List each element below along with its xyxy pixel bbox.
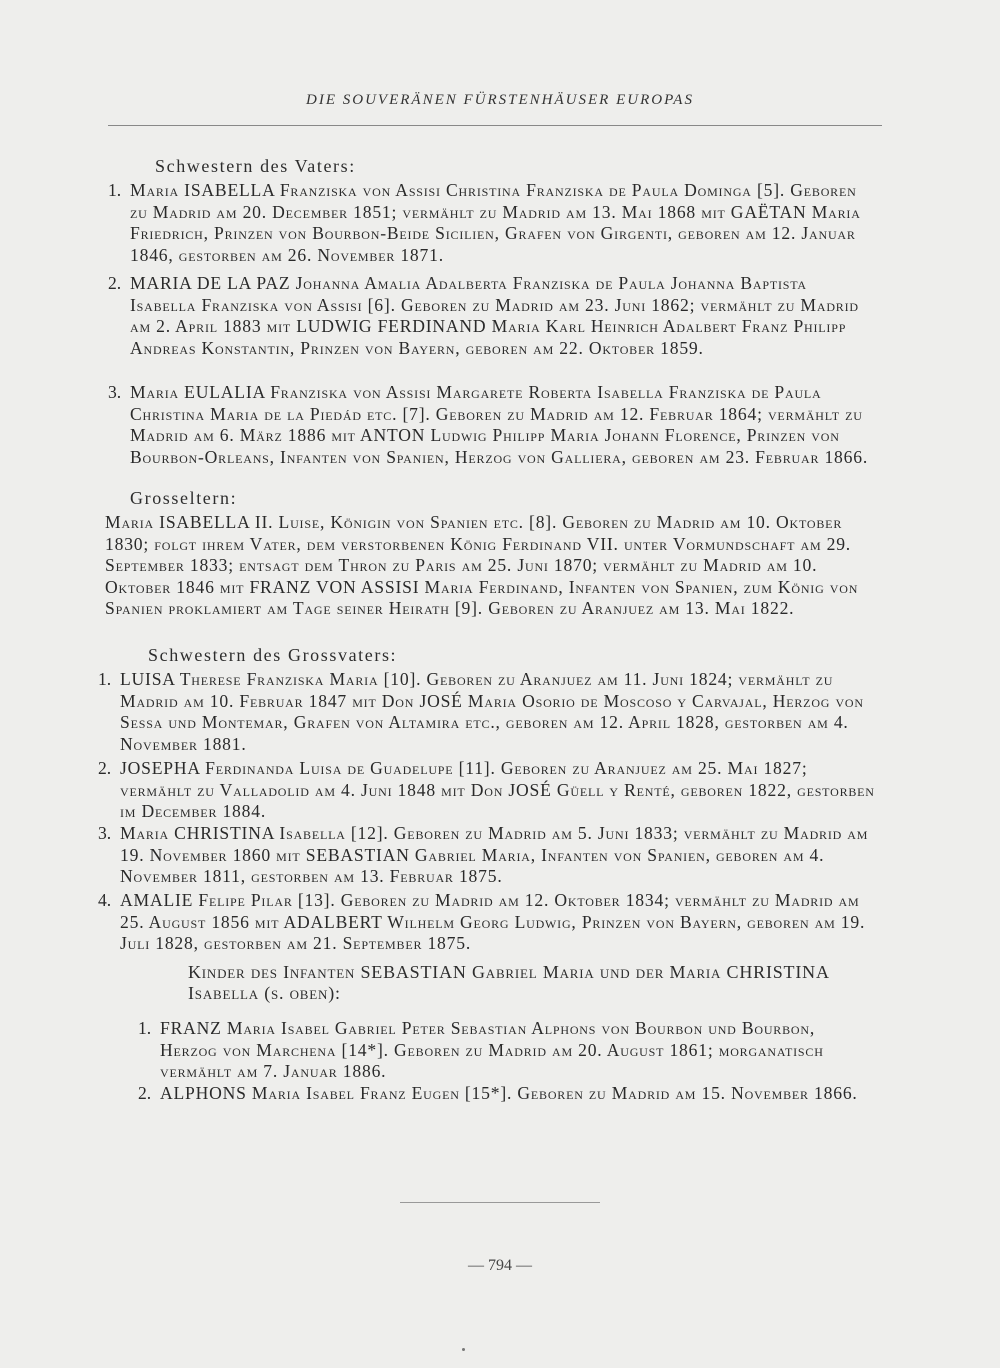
entry-text: AMALIE Felipe Pilar [13]. Geboren zu Madrid am 12. Oktober 1834; vermählt zu Madrid am 25. August 1856 mit ADALBERT Wilhelm Georg Ludwig, Prinzen von Bayern, geboren am 19. Juli 1828, gestorben am 21. September 1875. xyxy=(120,890,866,953)
list-item xyxy=(108,382,878,468)
entry-text: JOSEPHA Ferdinanda Luisa de Guadelupe [11]. Geboren zu Aranjuez am 25. Mai 1827; vermählt zu Valladolid am 4. Juni 1848 mit Don JOSÉ Güell y Renté, geboren 1822, gestorben im December 1884. xyxy=(120,758,875,821)
entry-text: Maria ISABELLA Franziska von Assisi Christina Franziska de Paula Dominga [5]. Geboren zu Madrid am 20. December 1851; vermählt zu Madrid am 13. Mai 1868 mit GAËTAN Maria Friedrich, Prinzen von Bourbon-Beide Sicilien, Grafen von Girgenti, geboren am 12. Januar 1846, gestorben am 26. November 1871. xyxy=(130,180,861,265)
section-heading-grossvaters-sisters: Schwestern des Grossvaters: xyxy=(148,645,398,665)
paper-speck xyxy=(462,1348,465,1351)
section-heading-kinder: Kinder des Infanten SEBASTIAN Gabriel Maria und der Maria CHRISTINA Isabella (s. oben): xyxy=(188,962,829,1003)
section-heading-grosseltern: Grosseltern: xyxy=(130,488,238,508)
list-number: 4. xyxy=(98,890,112,910)
list-number: 3. xyxy=(108,382,122,402)
list-number: 2. xyxy=(108,273,122,293)
list-number: 1. xyxy=(138,1018,152,1038)
running-head: DIE SOUVERÄNEN FÜRSTENHÄUSER EUROPAS xyxy=(306,92,694,108)
entry-text: LUISA Therese Franziska Maria [10]. Geboren zu Aranjuez am 11. Juni 1824; vermählt zu Madrid am 10. Februar 1847 mit Don JOSÉ Maria Osorio de Moscoso y Carvajal, Herzog von Sessa und Montemar, Grafen von Altamira etc., geboren am 12. April 1828, gestorben am 4. November 1881. xyxy=(120,669,864,754)
list-item xyxy=(98,669,876,755)
entry-text: ALPHONS Maria Isabel Franz Eugen [15*]. Geboren zu Madrid am 15. November 1866. xyxy=(160,1083,858,1103)
header-rule xyxy=(108,125,882,126)
list-item xyxy=(108,180,878,266)
entry-text: MARIA DE LA PAZ Johanna Amalia Adalberta Franziska de Paula Johanna Baptista Isabella Franziska von Assisi [6]. Geboren zu Madrid am 23. Juni 1862; vermählt zu Madrid am 2. April 1883 mit LUDWIG FERDINAND Maria Karl Heinrich Adalbert Franz Philipp Andreas Konstantin, Prinzen von Bayern, geboren am 22. Oktober 1859. xyxy=(130,273,859,358)
page-number: — 794 — xyxy=(468,1257,532,1274)
list-item xyxy=(98,823,876,888)
entry-text: Maria CHRISTINA Isabella [12]. Geboren zu Madrid am 5. Juni 1833; vermählt zu Madrid am 19. November 1860 mit SEBASTIAN Gabriel Maria, Infanten von Spanien, geboren am 4. November 1811, gestorben am 13. Februar 1875. xyxy=(120,823,869,886)
list-number: 1. xyxy=(108,180,122,200)
footer-rule xyxy=(400,1202,600,1203)
list-item xyxy=(108,273,878,359)
list-item xyxy=(138,1083,866,1105)
list-item xyxy=(105,512,878,620)
list-number: 2. xyxy=(138,1083,152,1103)
section-heading-vaters-sisters: Schwestern des Vaters: xyxy=(155,156,356,176)
list-item xyxy=(138,1018,866,1083)
entry-text: Maria ISABELLA II. Luise, Königin von Spanien etc. [8]. Geboren zu Madrid am 10. Oktober 1830; folgt ihrem Vater, dem verstorbenen König Ferdinand VII. unter Vormundschaft am 29. September 1833; entsagt dem Thron zu Paris am 25. Juni 1870; vermählt zu Madrid am 10. Oktober 1846 mit FRANZ VON ASSISI Maria Ferdinand, Infanten von Spanien, zum König von Spanien proklamiert am Tage seiner Heirath [9]. Geboren zu Aranjuez am 13. Mai 1822. xyxy=(105,512,859,618)
list-item xyxy=(98,758,876,823)
list-number: 2. xyxy=(98,758,112,778)
list-number: 1. xyxy=(98,669,112,689)
entry-text: FRANZ Maria Isabel Gabriel Peter Sebastian Alphons von Bourbon und Bourbon, Herzog von Marchena [14*]. Geboren zu Madrid am 20. August 1861; morganatisch vermählt am 7. Januar 1886. xyxy=(160,1018,824,1081)
list-number: 3. xyxy=(98,823,112,843)
list-item xyxy=(98,890,876,955)
entry-text: Maria EULALIA Franziska von Assisi Margarete Roberta Isabella Franziska de Paula Christina Maria de la Piedád etc. [7]. Geboren zu Madrid am 12. Februar 1864; vermählt zu Madrid am 6. März 1886 mit ANTON Ludwig Philipp Maria Johann Florence, Prinzen von Bourbon-Orleans, Infanten von Spanien, Herzog von Galliera, geboren am 23. Februar 1866. xyxy=(130,382,869,467)
